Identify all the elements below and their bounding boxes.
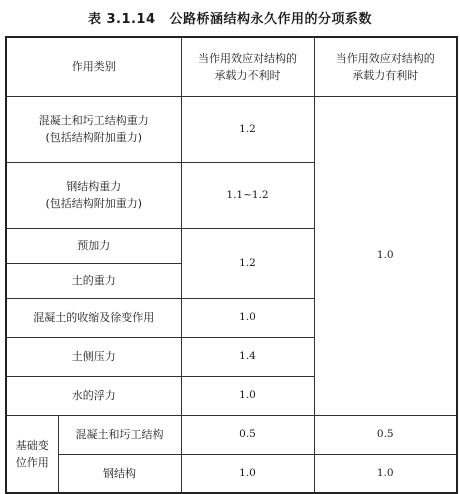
prestress-soil-value: 1.2 bbox=[181, 228, 314, 298]
favorable-factor-value: 1.0 bbox=[314, 96, 457, 415]
concrete-masonry-weight-line-1: 混凝土和圬工结构重力 bbox=[38, 114, 149, 127]
table-row bbox=[6, 415, 457, 454]
steel-weight-line-2: (包括结构附加重力) bbox=[45, 197, 143, 210]
earth-pressure-label: 土侧压力 bbox=[6, 337, 181, 376]
foundation-steel-label: 钢结构 bbox=[58, 454, 181, 493]
foundation-group-label bbox=[6, 415, 58, 493]
table-title bbox=[0, 8, 460, 27]
concrete-masonry-weight-label bbox=[6, 96, 181, 162]
shrinkage-creep-value: 1.0 bbox=[181, 298, 314, 337]
header-unfavorable-line-2: 承载力不利时 bbox=[214, 68, 281, 82]
shrinkage-creep-label: 混凝土的收缩及徐变作用 bbox=[6, 298, 181, 337]
prestress-label: 预加力 bbox=[6, 228, 181, 263]
partial-factor-table bbox=[5, 36, 458, 494]
concrete-masonry-weight-value: 1.2 bbox=[181, 96, 314, 162]
soil-weight-label: 土的重力 bbox=[6, 263, 181, 298]
foundation-concrete-label: 混凝土和圬工结构 bbox=[58, 415, 181, 454]
concrete-masonry-weight-line-2: (包括结构附加重力) bbox=[45, 131, 143, 144]
buoyancy-label: 水的浮力 bbox=[6, 376, 181, 415]
header-favorable bbox=[314, 37, 457, 96]
foundation-steel-favorable-value: 1.0 bbox=[314, 454, 457, 493]
header-unfavorable-line-1: 当作用效应对结构的 bbox=[198, 51, 297, 65]
header-favorable-line-2: 承载力有利时 bbox=[352, 68, 419, 82]
table-row bbox=[6, 454, 457, 493]
table-row bbox=[6, 96, 457, 162]
foundation-steel-unfavorable-value: 1.0 bbox=[181, 454, 314, 493]
foundation-group-line-2: 位作用 bbox=[15, 455, 49, 469]
table-caption: 公路桥涵结构永久作用的分项系数 bbox=[169, 12, 373, 27]
foundation-group-line-1: 基础变 bbox=[15, 438, 49, 452]
header-action-category: 作用类别 bbox=[6, 37, 181, 96]
header-unfavorable bbox=[181, 37, 314, 96]
steel-weight-label bbox=[6, 162, 181, 228]
buoyancy-value: 1.0 bbox=[181, 376, 314, 415]
steel-weight-line-1: 钢结构重力 bbox=[66, 180, 122, 193]
foundation-concrete-favorable-value: 0.5 bbox=[314, 415, 457, 454]
table-number: 表 3.1.14 bbox=[87, 12, 156, 27]
steel-weight-value: 1.1~1.2 bbox=[181, 162, 314, 228]
earth-pressure-value: 1.4 bbox=[181, 337, 314, 376]
header-favorable-line-1: 当作用效应对结构的 bbox=[335, 51, 435, 65]
foundation-concrete-unfavorable-value: 0.5 bbox=[181, 415, 314, 454]
table-header-row bbox=[6, 37, 457, 96]
